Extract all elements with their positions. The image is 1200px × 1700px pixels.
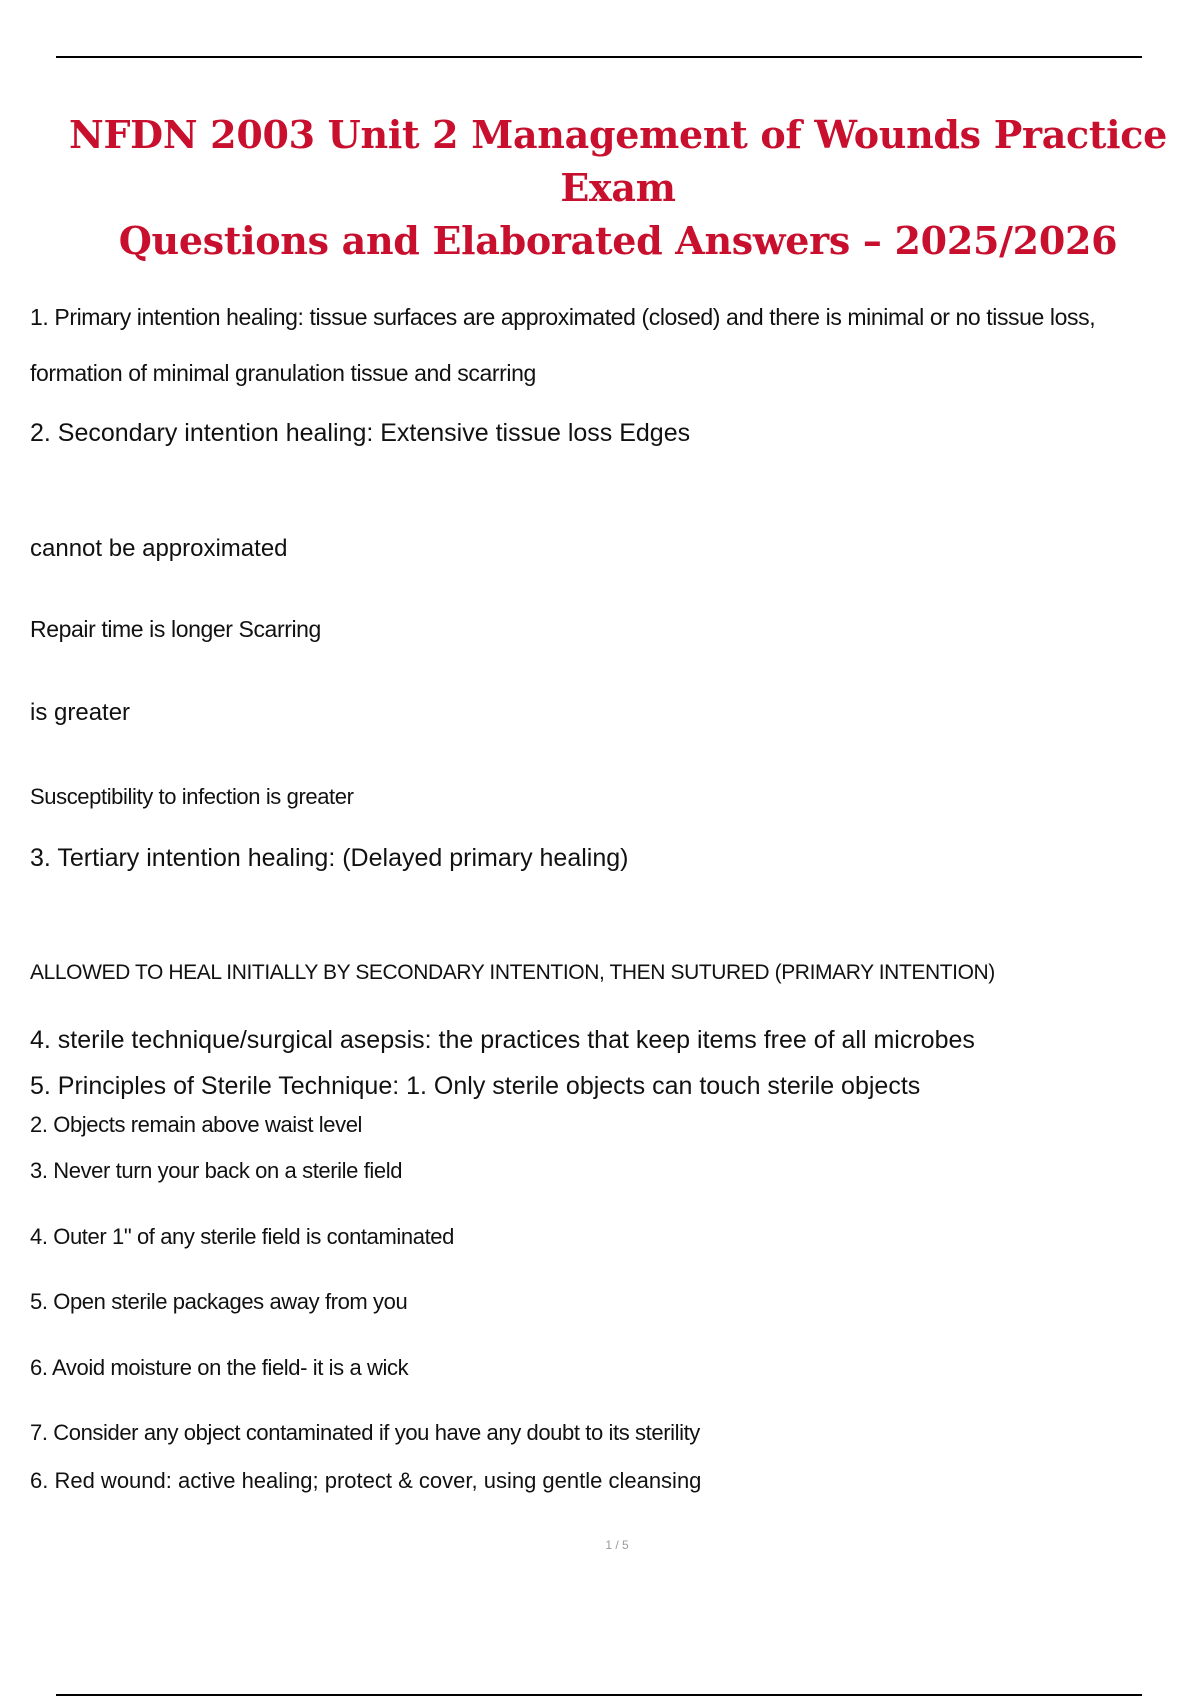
page-number: 1 / 5 [605, 1538, 629, 1552]
document-title [40, 108, 1196, 267]
item-3-tertiary-intention: 3. Tertiary intention healing: (Delayed primary healing) [30, 844, 629, 872]
item-6-red-wound: 6. Red wound: active healing; protect & cover, using gentle cleansing [30, 1468, 702, 1493]
item-1-primary-intention: 1. Primary intention healing: tissue surfaces are approximated (closed) and there is minimal or no tissue loss, [30, 304, 1096, 330]
item-2-line-scarring: is greater [30, 699, 131, 726]
principle-5: 5. Open sterile packages away from you [30, 1289, 408, 1314]
item-2-secondary-intention: 2. Secondary intention healing: Extensive tissue loss Edges [30, 419, 691, 447]
principle-3: 3. Never turn your back on a sterile field [30, 1158, 403, 1183]
principle-6: 6. Avoid moisture on the field- it is a wick [30, 1355, 409, 1380]
title-line-1: NFDN 2003 Unit 2 Management of Wounds Practice Exam [69, 112, 1167, 210]
item-2-line-edges: cannot be approximated [30, 535, 288, 562]
title-line-2: Questions and Elaborated Answers – 2025/2026 [118, 218, 1118, 263]
item-1-continuation: formation of minimal granulation tissue and scarring [30, 360, 536, 386]
item-4-sterile-technique: 4. sterile technique/surgical asepsis: the practices that keep items free of all microbes [30, 1026, 975, 1054]
principle-7: 7. Consider any object contaminated if you have any doubt to its sterility [30, 1420, 700, 1445]
item-3-description: ALLOWED TO HEAL INITIALLY BY SECONDARY INTENTION, THEN SUTURED (PRIMARY INTENTION) [30, 961, 995, 984]
top-rule [56, 56, 1142, 58]
principle-2: 2. Objects remain above waist level [30, 1112, 363, 1137]
principle-4: 4. Outer 1" of any sterile field is contaminated [30, 1224, 454, 1249]
item-2-line-repair-time: Repair time is longer Scarring [30, 616, 321, 642]
item-5-principles: 5. Principles of Sterile Technique: 1. Only sterile objects can touch sterile objects [30, 1072, 921, 1100]
item-2-line-susceptibility: Susceptibility to infection is greater [30, 784, 354, 809]
bottom-rule [56, 1694, 1142, 1696]
